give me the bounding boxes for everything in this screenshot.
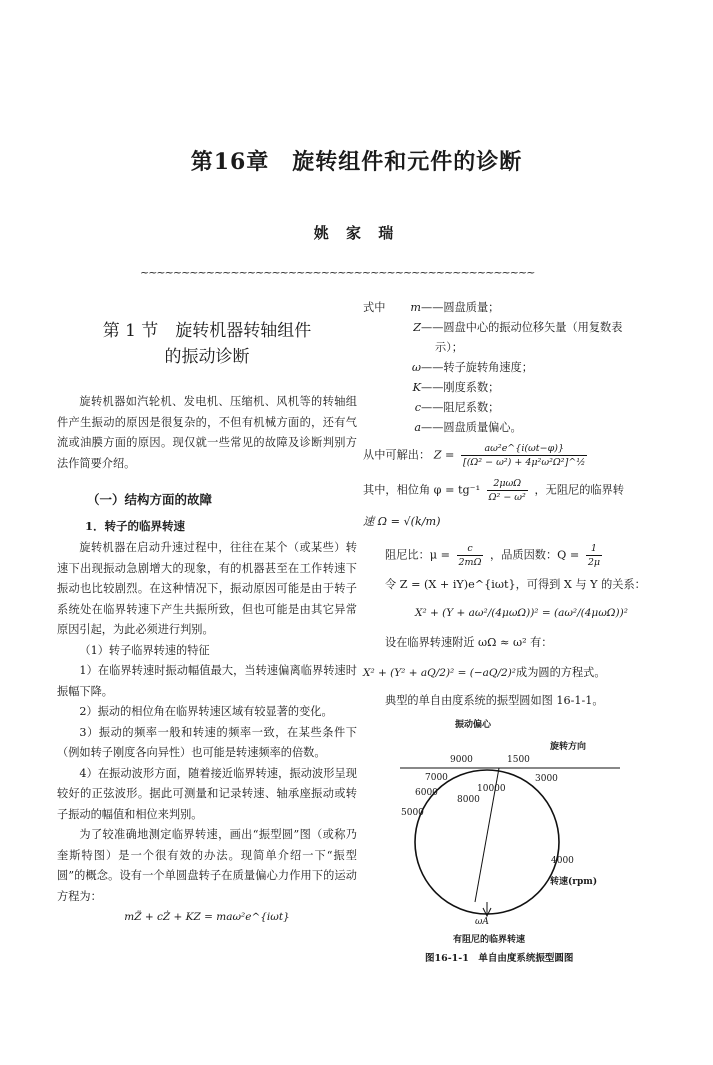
critical-speed-label: 有阻尼的临界转速: [453, 935, 526, 945]
relation-equation: X² + (Y + aω²/(4μωΩ))² = (aω²/(4μωΩ))²: [415, 607, 628, 619]
section-title-line-1: 第 1 节 旋转机器转轴组件: [102, 321, 312, 341]
figure-caption: 图16-1-1 单自由度系统振型圆图: [425, 953, 574, 964]
tick-3000: 3000: [535, 774, 558, 784]
feature-item-1: 1）在临界转速时振动幅值最大，当转速偏离临界转速时振幅下降。: [57, 664, 357, 698]
paragraph-critical-speed: 旋转机器在启动升速过程中，往往在某个（或某些）转速下出现振动急剧增大的现象，有的机器甚至在工作转速下振动也比较剧烈。在这种情况下，振动原因可能是由于转子系统处在临界转速下产生共振所致，但也可能是由其它异常原因引起，为此必须进行判别。: [57, 541, 357, 636]
body-text: [57, 538, 357, 907]
definition-list: [363, 298, 659, 440]
def-row-6: a——圆盘质量偏心。: [414, 421, 522, 434]
def-row-0: m——圆盘质量；: [410, 301, 500, 314]
paragraph-mode-circle: 为了较准确地测定临界转速，画出“振型圆”图（或称乃奎斯特图）是一个很有效的办法。现简单介绍一下“振型圆”的概念。设有一个单圆盘转子在质量偏心力作用下的运动方程为：: [57, 828, 357, 903]
def-row-4: K——刚度系数；: [412, 381, 500, 394]
feature-item-4: 4）在振动波形方面，随着接近临界转速，振动波形呈现较好的正弦波形。据此可测量和记录转速、轴承座振动或转子振动的幅值和相位来判别。: [57, 766, 357, 821]
critical-speed-formula: 速 Ω = √(k/m): [363, 515, 441, 528]
z-solution: 从中可解出： Z = $\frac{\text{aω²e\textasciicircum{}\{i(ωt−φ)\}}}{\text{[(Ω² − ω²) + 4μ²ω²Ω²]\textasciicircum{}½}}$: [363, 443, 586, 468]
motion-equation: mZ̈ + cŻ + KZ = maω²e^{iωt}: [124, 911, 290, 923]
subhead-structural-faults: （一）结构方面的故障: [87, 492, 213, 507]
intro-text: 旋转机器如汽轮机、发电机、压缩机、风机等的转轴组件产生振动的原因是很复杂的，不但有机械方面的，还有气流或油膜方面的原因。现仅就一些常见的故障及诊断判别方法作简要介绍。: [57, 395, 357, 470]
where-label: 式中: [363, 301, 386, 314]
def-row-5: c——阻尼系数；: [414, 401, 500, 414]
omega-a-label: ωA: [475, 917, 489, 927]
tick-1500: 1500: [507, 755, 530, 765]
subhead-critical-speed: 1．转子的临界转速: [85, 519, 186, 533]
tick-10000: 10000: [477, 784, 506, 794]
right-column: [363, 298, 659, 711]
left-column: [57, 318, 357, 923]
rotation-direction-label: 旋转方向: [550, 742, 587, 752]
tick-9000: 9000: [450, 755, 473, 765]
phase-angle: 其中，相位角 φ = tg⁻¹ $\frac{\text{2μωΩ}}{\text{Ω² − ω²}}$ ，无阻尼的临界转: [363, 478, 624, 503]
damping-quality: 阻尼比：μ = $\frac{c}{2m\Omega}$ ，品质因数：Q = $\frac{1}{2\mu}$: [385, 543, 601, 568]
list-heading: （1）转子临界转速的特征: [79, 643, 210, 657]
figure-intro: 典型的单自由度系统的振型圆如图 16-1-1。: [385, 694, 604, 707]
near-critical-text: 设在临界转速附近 ωΩ ≈ ω² 有：: [385, 636, 553, 649]
author-name: 姚 家 瑞: [313, 224, 400, 242]
def-row-1: Z——圆盘中心的振动位移矢量（用复数表: [413, 321, 623, 334]
def-row-2: 示）；: [435, 341, 463, 354]
intro-paragraph: [57, 392, 357, 474]
circle-equation: X² + (Y² + aQ/2)² = (−aQ/2)²成为圆的方程式。: [363, 666, 606, 679]
tick-4000: 4000: [551, 856, 574, 866]
tick-5000: 5000: [401, 808, 424, 818]
tick-6000: 6000: [415, 788, 438, 798]
tick-8000: 8000: [457, 795, 480, 805]
section-title-line-2: 的振动诊断: [164, 347, 250, 367]
definitions: [399, 298, 659, 438]
ornament-divider: ~~~~~~~~~~~~~~~~~~~~~~~~~~~~~~~~~~~~~~~~~~~~~~~~: [140, 266, 535, 279]
mode-circle-svg: [395, 712, 625, 962]
def-row-3: ω——转子旋转角速度；: [411, 361, 533, 374]
eccentricity-label: 振动偏心: [455, 720, 492, 730]
tick-7000: 7000: [425, 773, 448, 783]
chapter-title: 第16章 旋转组件和元件的诊断: [190, 149, 523, 175]
feature-item-2: 2）振动的相位角在临界转速区域有较显著的变化。: [79, 705, 333, 718]
let-statement: 令 Z = (X + iY)e^{iωt}，可得到 X 与 Y 的关系：: [385, 578, 646, 591]
mode-circle-figure: [395, 712, 625, 962]
feature-item-3: 3）振动的频率一般和转速的频率一致，在某些条件下（例如转子刚度各向异性）也可能是转速频率的倍数。: [57, 725, 357, 759]
speed-axis-label: 转速(rpm): [550, 877, 598, 887]
